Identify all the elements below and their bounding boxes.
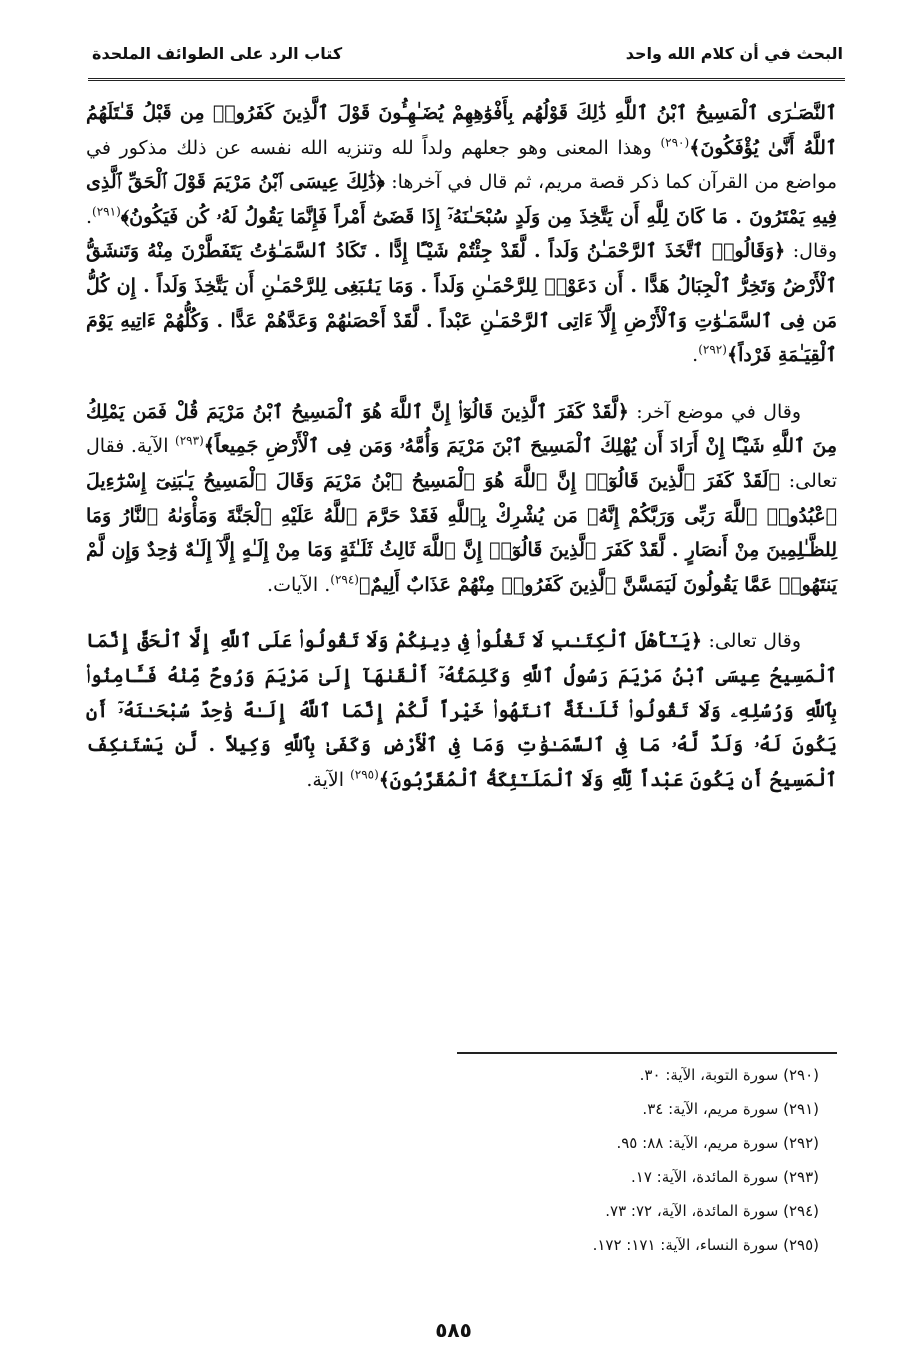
footnote-reference: (٢٩٤) xyxy=(330,572,359,587)
quran-quote: ﴿يَـٰٓأَهْلَ ٱلْكِتَـٰبِ لَا تَغْلُوا۟ فِى دِينِكُمْ وَلَا تَقُولُوا۟ عَلَى ٱللَّهِ إِلَّا ٱلْحَقَّ إِنَّمَا ٱلْمَسِيحُ عِيسَى ٱبْنُ مَرْيَمَ رَسُولُ ٱللَّهِ وَكَلِمَتُهُۥٓ أَلْقَىٰهَآ إِلَىٰ مَرْيَمَ وَرُوحٌ مِّنْهُ فَـَٔامِنُوا۟ بِٱللَّهِ وَرُسُلِهِۦ وَلَا تَقُولُوا۟ ثَلَـٰثَةٌ ٱنتَهُوا۟ خَيْراً لَّكُمْ إِنَّمَا ٱللَّهُ إِلَـٰهٌ وَٰحِدٌ سُبْحَـٰنَهُۥٓ أَن يَكُونَ لَهُۥ وَلَدٌ لَّهُۥ مَا فِى ٱلسَّمَـٰوَٰتِ وَمَا فِى ٱلْأَرْضِ وَكَفَىٰ بِٱللَّهِ وَكِيلاً . لَّن يَسْتَنكِفَ ٱلْمَسِيحُ أَن يَكُونَ عَبْداً لِّلَّهِ وَلَا ٱلْمَلَـٰٓئِكَةُ ٱلْمُقَرَّبُونَ﴾ xyxy=(86,630,837,791)
quran-quote: ﴿ذَٰلِكَ عِيسَى ٱبْنُ مَرْيَمَ قَوْلَ ٱلْحَقِّ ٱلَّذِى فِيهِ يَمْتَرُونَ . مَا كَانَ لِلَّهِ أَن يَتَّخِذَ مِن وَلَدٍ سُبْحَـٰنَهُۥٓ إِذَا قَضَىٰٓ أَمْراً فَإِنَّمَا يَقُولُ لَهُۥ كُن فَيَكُونُ﴾ xyxy=(86,171,837,228)
body-sentence: الآية. xyxy=(306,768,351,791)
paragraph xyxy=(86,96,837,373)
footnote-item: (٢٩٣) سورة المائدة، الآية: ١٧. xyxy=(630,1168,819,1186)
footnote-item: (٢٩١) سورة مريم، الآية: ٣٤. xyxy=(642,1100,819,1118)
footnote-item: (٢٩٤) سورة المائدة، الآية، ٧٢: ٧٣. xyxy=(605,1202,819,1220)
footnotes xyxy=(300,1058,819,1262)
body-sentence: وقال في موضع آخر: xyxy=(628,400,802,423)
body-sentence: . xyxy=(692,344,699,367)
body-sentence: وهذا المعنى وهو جعلهم ولداً لله وتنزيه الله نفسه عن ذلك مذكور في مواضع من القرآن كما ذكر قصة مريم، ثم قال في آخرها: xyxy=(86,136,838,194)
footnote-reference: (٢٩٢) xyxy=(698,342,727,357)
main-text xyxy=(86,96,837,819)
paragraph xyxy=(86,624,837,797)
header-chapter-title: البحث في أن كلام الله واحد xyxy=(625,43,843,63)
quran-quote: ٱلنَّصَـٰرَى ٱلْمَسِيحُ ٱبْنُ ٱللَّهِ ذَٰلِكَ قَوْلُهُم بِأَفْوَٰهِهِمْ يُضَـٰهِـُٔونَ قَوْلَ ٱلَّذِينَ كَفَرُوا۟ مِن قَبْلُ قَـٰتَلَهُمُ ٱللَّهُ أَنَّىٰ يُؤْفَكُونَ﴾ xyxy=(86,102,837,159)
footnote-rule xyxy=(457,1052,837,1054)
page-number: ٥٨٥ xyxy=(435,1318,472,1342)
footnote-item: (٢٩٢) سورة مريم، الآية: ٨٨: ٩٥. xyxy=(616,1134,819,1152)
body-sentence: . الآيات. xyxy=(267,573,331,596)
paragraph xyxy=(86,395,837,603)
header-book-title: كتاب الرد على الطوائف الملحدة xyxy=(92,43,343,63)
body-sentence: الآية. فقال تعالى: xyxy=(86,435,837,492)
body-sentence: وقال تعالى: xyxy=(702,630,801,653)
quran-quote: ﴿لَقَدْ كَفَرَ ٱلَّذِينَ قَالُوٓا۟ إِنَّ ٱللَّهَ هُوَ ٱلْمَسِيحُ ٱبْنُ مَرْيَمَ وَقَالَ ٱلْمَسِيحُ يَـٰبَنِىٓ إِسْرَٰٓءِيلَ ٱعْبُدُوا۟ ٱللَّهَ رَبِّى وَرَبَّكُمْ إِنَّهُۥ مَن يُشْرِكْ بِٱللَّهِ فَقَدْ حَرَّمَ ٱللَّهُ عَلَيْهِ ٱلْجَنَّةَ وَمَأْوَىٰهُ ٱلنَّارُ وَمَا لِلظَّـٰلِمِينَ مِنْ أَنصَارٍ . لَّقَدْ كَفَرَ ٱلَّذِينَ قَالُوٓا۟ إِنَّ ٱللَّهَ ثَالِثُ ثَلَـٰثَةٍ وَمَا مِنْ إِلَـٰهٍ إِلَّآ إِلَـٰهٌ وَٰحِدٌ وَإِن لَّمْ يَنتَهُوا۟ عَمَّا يَقُولُونَ لَيَمَسَّنَّ ٱلَّذِينَ كَفَرُوا۟ مِنْهُمْ عَذَابٌ أَلِيمٌ﴾ xyxy=(86,469,837,596)
quran-quote: ﴿وَقَالُوا۟ ٱتَّخَذَ ٱلرَّحْمَـٰنُ وَلَداً . لَّقَدْ جِئْتُمْ شَيْـًٔا إِدًّا . تَكَادُ ٱلسَّمَـٰوَٰتُ يَتَفَطَّرْنَ مِنْهُ وَتَنشَقُّ ٱلْأَرْضُ وَتَخِرُّ ٱلْجِبَالُ هَدًّا . أَن دَعَوْا۟ لِلرَّحْمَـٰنِ وَلَداً . وَمَا يَنۢبَغِى لِلرَّحْمَـٰنِ أَن يَتَّخِذَ وَلَداً . إِن كُلُّ مَن فِى ٱلسَّمَـٰوَٰتِ وَٱلْأَرْضِ إِلَّآ ءَاتِى ٱلرَّحْمَـٰنِ عَبْداً . لَّقَدْ أَحْصَىٰهُمْ وَعَدَّهُمْ عَدًّا . وَكُلُّهُمْ ءَاتِيهِ يَوْمَ ٱلْقِيَـٰمَةِ فَرْداً﴾ xyxy=(86,240,837,367)
header-rule xyxy=(88,78,845,81)
footnote-reference: (٢٩٥) xyxy=(350,767,379,782)
footnote-reference: (٢٩٠) xyxy=(660,135,690,150)
footnote-item: (٢٩٥) سورة النساء، الآية: ١٧١: ١٧٢. xyxy=(592,1236,819,1254)
body-sentence: . وقال: xyxy=(86,205,837,263)
footnote-reference: (٢٩٣) xyxy=(175,434,204,449)
footnote-item: (٢٩٠) سورة التوبة، الآية: ٣٠. xyxy=(639,1066,819,1084)
running-header xyxy=(92,38,843,68)
footnote-reference: (٢٩١) xyxy=(92,204,121,219)
quran-quote: ﴿لَّقَدْ كَفَرَ ٱلَّذِينَ قَالُوٓا۟ إِنَّ ٱللَّهَ هُوَ ٱلْمَسِيحُ ٱبْنُ مَرْيَمَ قُلْ فَمَن يَمْلِكُ مِنَ ٱللَّهِ شَيْـًٔا إِنْ أَرَادَ أَن يُهْلِكَ ٱلْمَسِيحَ ٱبْنَ مَرْيَمَ وَأُمَّهُۥ وَمَن فِى ٱلْأَرْضِ جَمِيعاً﴾ xyxy=(86,400,837,458)
